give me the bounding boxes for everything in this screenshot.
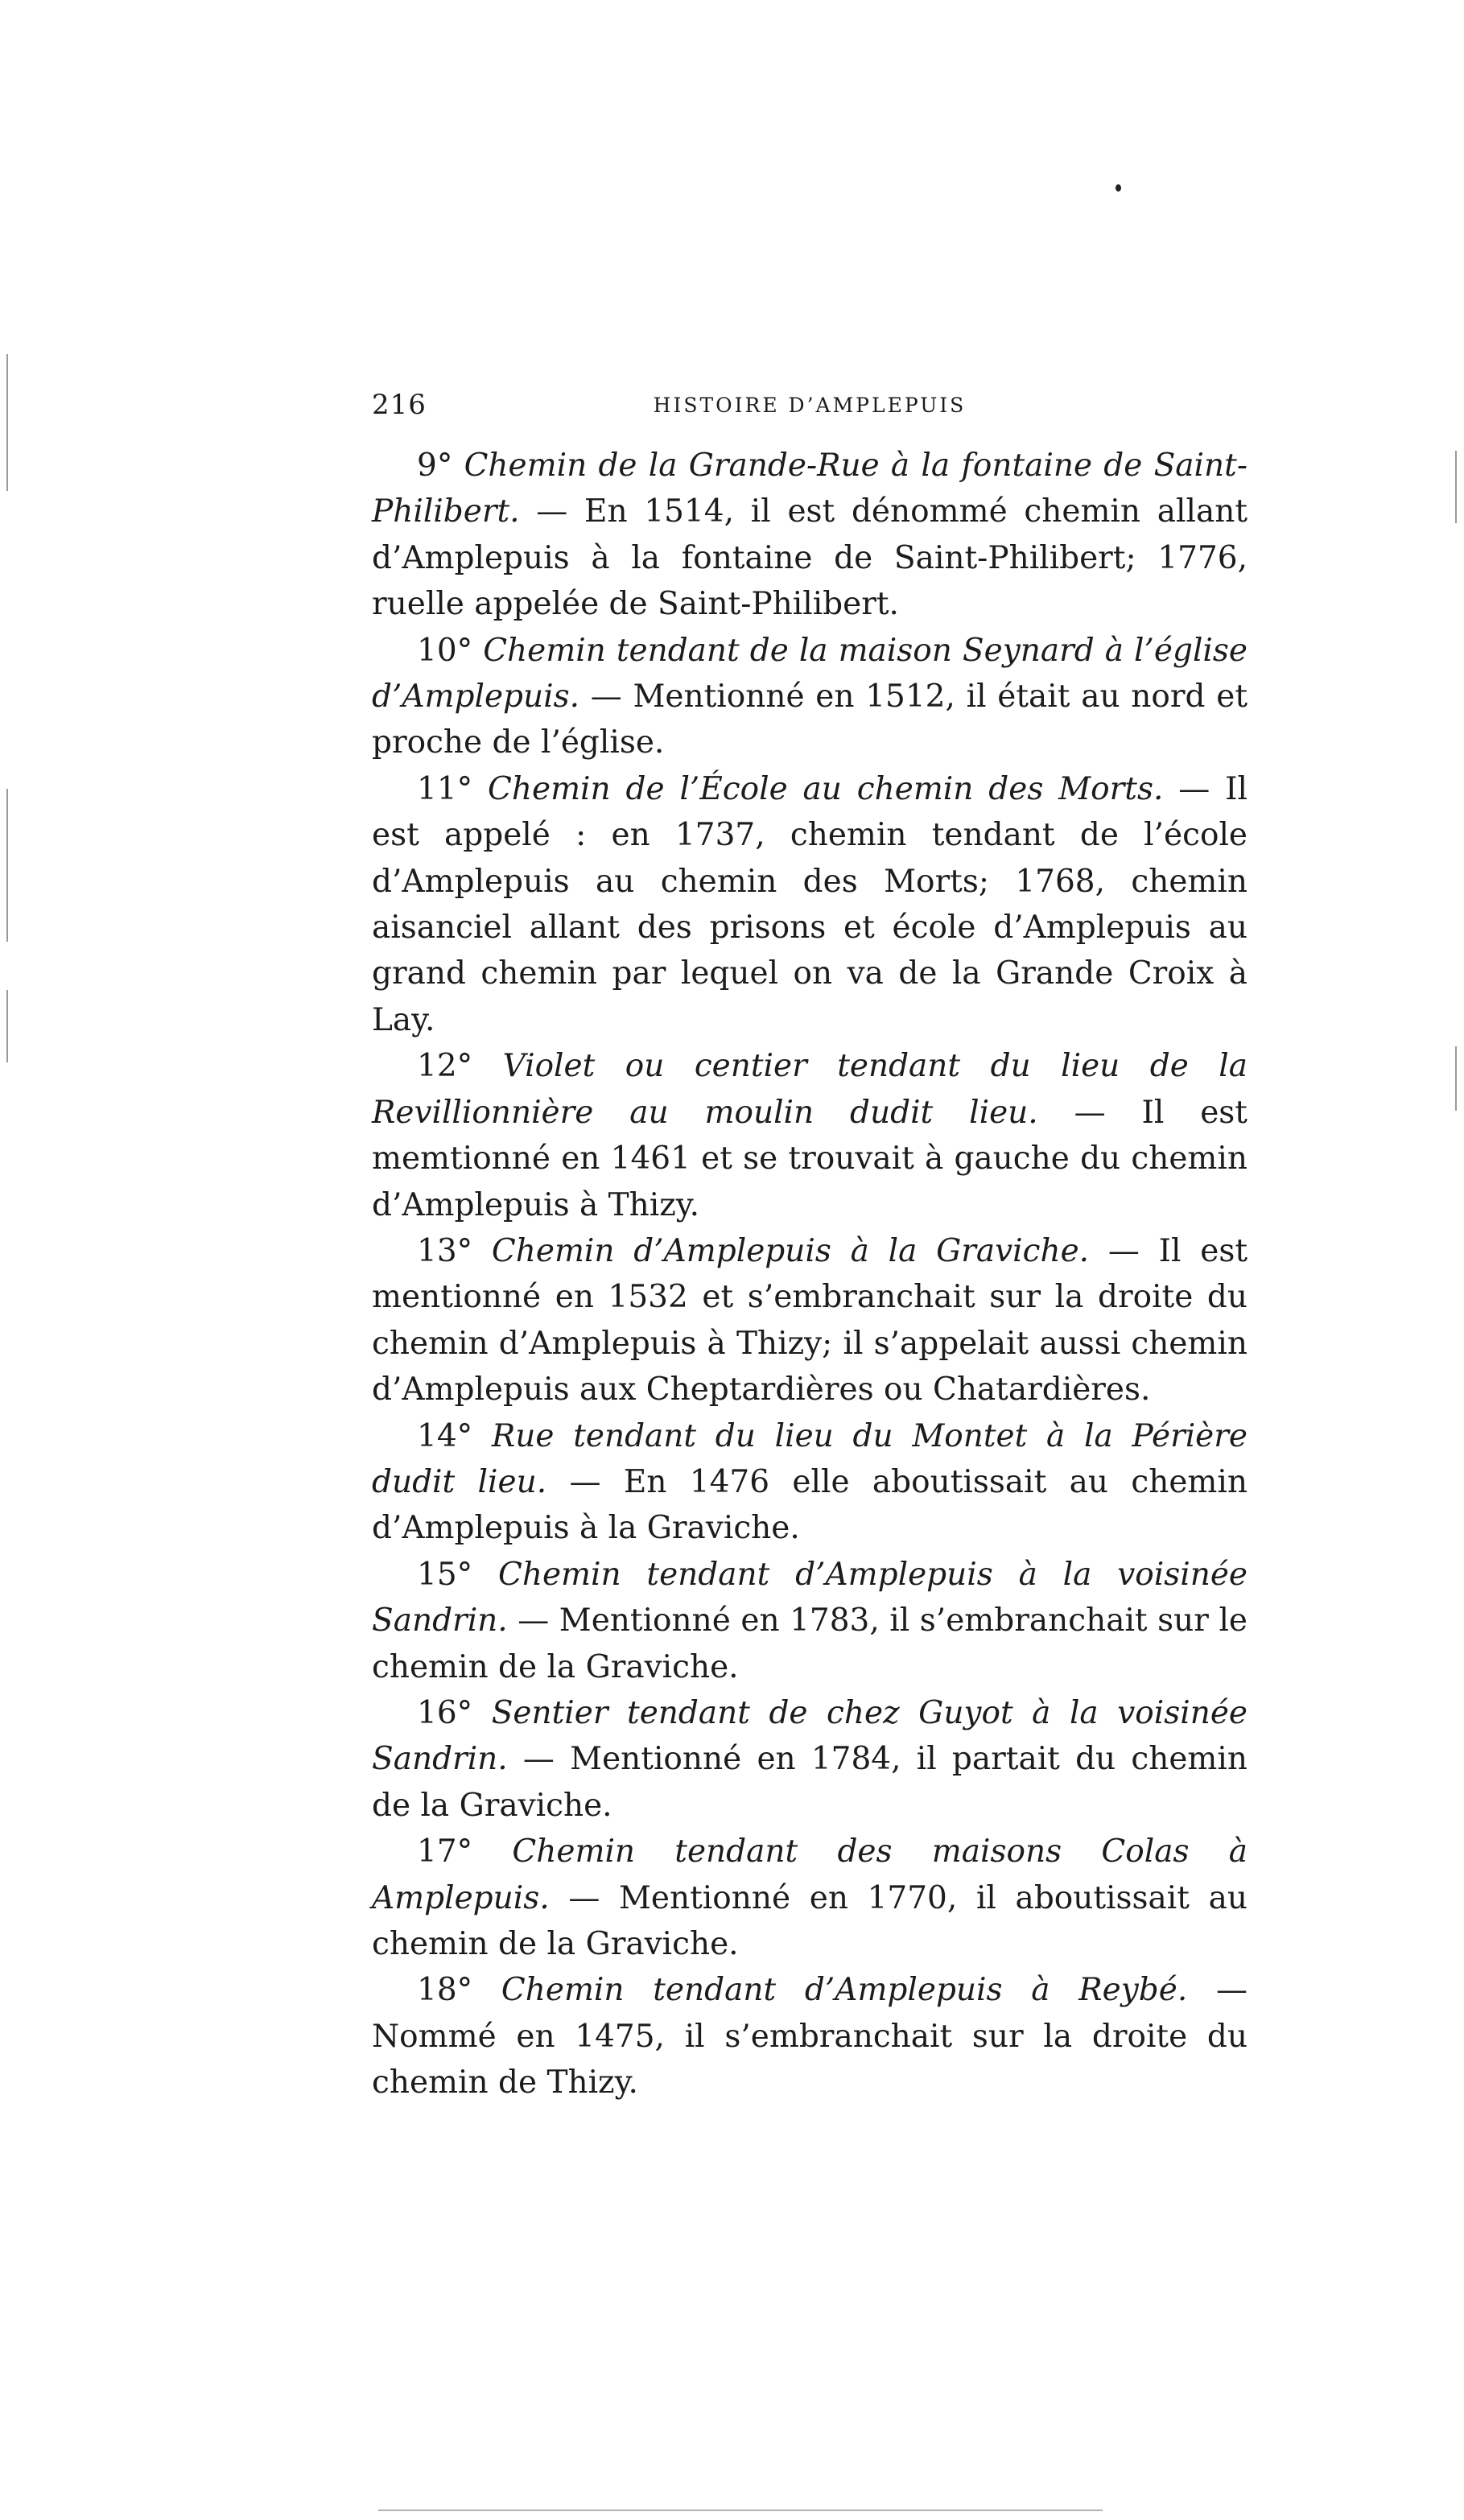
entry-10: [372, 628, 1247, 766]
entry-title: Chemin tendant des maisons Colas à Amplepuis.: [372, 1833, 1247, 1916]
entry-17: [372, 1829, 1247, 1967]
entry-number: 11°: [417, 770, 473, 807]
entry-title: Violet ou centier tendant du lieu de la Revillionnière au moulin dudit lieu.: [372, 1048, 1247, 1131]
entry-text: — Mentionné en 1784, il partait du chemin de la Graviche.: [372, 1741, 1247, 1824]
scan-edge-mark: [1455, 1046, 1457, 1111]
entry-16: [372, 1690, 1247, 1829]
entry-number: 10°: [417, 632, 473, 669]
entry-title: Chemin d’Amplepuis à la Graviche.: [491, 1232, 1090, 1269]
entry-number: 12°: [417, 1048, 473, 1085]
entry-title: Chemin de la Grande-Rue à la fontaine de Saint-Philibert.: [372, 447, 1247, 530]
body-text: [372, 443, 1247, 2106]
scan-bottom-rule: [378, 2510, 1103, 2511]
entry-title: Rue tendant du lieu du Montet à la Périère dudit lieu.: [372, 1417, 1247, 1500]
entry-14: [372, 1413, 1247, 1552]
scan-edge-mark: [6, 354, 8, 491]
scan-edge-mark: [6, 789, 8, 942]
entry-text: — Mentionné en 1512, il était au nord et proche de l’église.: [372, 678, 1247, 761]
entry-text: — En 1514, il est dénommé chemin allant d’Amplepuis à la fontaine de Saint-Philibert; 1776, ruelle appelée de Saint-Philibert.: [372, 493, 1247, 623]
entry-number: 17°: [417, 1833, 473, 1870]
entry-text: — Il est appelé : en 1737, chemin tendant de l’école d’Amplepuis au chemin des Morts; 1768, chemin aisanciel allant des prisons et école d’Amplepuis au grand chemin par lequel on va de la Grande Croix à Lay.: [372, 770, 1248, 1038]
entry-18: [372, 1967, 1247, 2105]
entry-number: 16°: [417, 1694, 473, 1731]
entry-9: [372, 443, 1247, 628]
entry-15: [372, 1552, 1247, 1690]
entry-number: 15°: [417, 1556, 473, 1593]
scan-edge-mark: [6, 990, 8, 1062]
entry-number: 9°: [417, 447, 453, 484]
entry-text: — En 1476 elle aboutissait au chemin d’Amplepuis à la Graviche.: [372, 1463, 1247, 1547]
running-title: HISTOIRE D’AMPLEPUIS: [653, 394, 967, 417]
entry-text: — Il est memtionné en 1461 et se trouvait à gauche du chemin d’Amplepuis à Thizy.: [372, 1094, 1247, 1223]
running-head: [372, 385, 1247, 425]
page-number: 216: [372, 389, 427, 421]
entry-number: 13°: [417, 1232, 473, 1269]
entry-title: Sentier tendant de chez Guyot à la voisinée Sandrin.: [372, 1694, 1247, 1778]
entry-title: Chemin tendant d’Amplepuis à Reybé.: [501, 1972, 1188, 2009]
entry-13: [372, 1228, 1247, 1413]
entry-number: 18°: [417, 1972, 473, 2009]
entry-number: 14°: [417, 1417, 473, 1454]
entry-text: — Mentionné en 1770, il aboutissait au chemin de la Graviche.: [372, 1879, 1247, 1962]
entry-text: — Il est mentionné en 1532 et s’embranchait sur la droite du chemin d’Amplepuis à Thizy; il s’appelait aussi chemin d’Amplepuis aux Cheptardières ou Chatardières.: [372, 1232, 1248, 1408]
entry-12: [372, 1043, 1247, 1228]
scan-edge-mark: [1455, 451, 1457, 523]
ink-speck: [1116, 184, 1121, 192]
entry-text: — Nommé en 1475, il s’embranchait sur la droite du chemin de Thizy.: [372, 1972, 1247, 2101]
entry-title: Chemin tendant de la maison Seynard à l’église d’Amplepuis.: [372, 632, 1247, 716]
entry-11: [372, 766, 1247, 1043]
entry-title: Chemin de l’École au chemin des Morts.: [488, 770, 1164, 807]
entry-title: Chemin tendant d’Amplepuis à la voisinée Sandrin.: [372, 1556, 1247, 1639]
entry-text: — Mentionné en 1783, il s’embranchait sur le chemin de la Graviche.: [372, 1602, 1247, 1685]
